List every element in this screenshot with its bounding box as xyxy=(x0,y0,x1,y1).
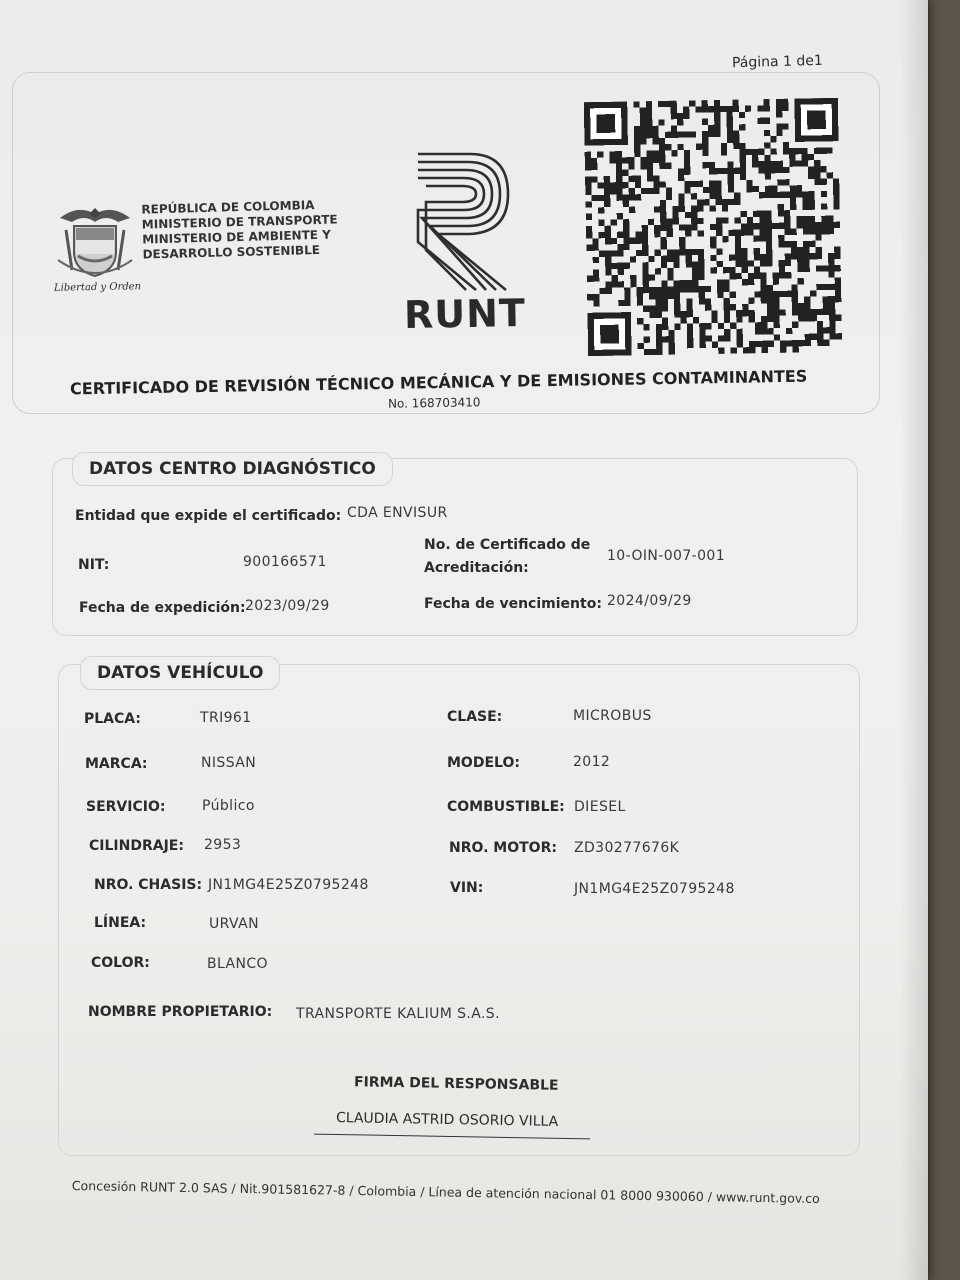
firma-title: FIRMA DEL RESPONSABLE xyxy=(353,1074,559,1094)
vehiculo-section-title: DATOS VEHÍCULO xyxy=(80,656,280,690)
coat-of-arms-icon xyxy=(52,200,138,280)
acreditacion-label-2: Acreditación: xyxy=(424,560,529,576)
paper-edge-shadow xyxy=(900,0,930,1280)
entidad-value: CDA ENVISUR xyxy=(347,505,448,521)
nit-value: 900166571 xyxy=(243,554,327,570)
gov-line: MINISTERIO DE TRANSPORTE xyxy=(141,212,338,232)
acreditacion-label: No. de Certificado de xyxy=(424,537,591,553)
vin-value: JN1MG4E25Z0795248 xyxy=(574,881,735,897)
color-label: COLOR: xyxy=(91,955,150,971)
linea-value: URVAN xyxy=(209,916,259,932)
color-value: BLANCO xyxy=(207,956,268,972)
propietario-label: NOMBRE PROPIETARIO: xyxy=(88,1004,273,1020)
propietario-value: TRANSPORTE KALIUM S.A.S. xyxy=(296,1006,500,1022)
gov-line: REPÚBLICA DE COLOMBIA xyxy=(141,198,315,217)
marca-label: MARCA: xyxy=(85,756,148,772)
servicio-label: SERVICIO: xyxy=(86,799,166,815)
marca-value: NISSAN xyxy=(201,755,257,771)
entidad-label: Entidad que expide el certificado: xyxy=(75,508,342,524)
motto: Libertad y Orden xyxy=(53,281,142,294)
expedicion-label: Fecha de expedición: xyxy=(79,600,246,616)
runt-logo-icon xyxy=(408,146,520,296)
linea-label: LÍNEA: xyxy=(94,915,147,931)
servicio-value: Público xyxy=(202,798,255,814)
motor-label: NRO. MOTOR: xyxy=(449,840,557,856)
pagination: Página 1 de1 xyxy=(731,52,824,72)
cilindraje-value: 2953 xyxy=(204,837,242,853)
placa-label: PLACA: xyxy=(84,711,141,727)
firma-name: CLAUDIA ASTRID OSORIO VILLA xyxy=(335,1110,559,1130)
clase-value: MICROBUS xyxy=(573,708,652,724)
vencimiento-value: 2024/09/29 xyxy=(607,593,692,609)
vin-label: VIN: xyxy=(450,880,484,896)
certificate-title: CERTIFICADO DE REVISIÓN TÉCNICO MECÁNICA Y DE EMISIONES CONTAMINANTES xyxy=(69,366,808,399)
footer-text: Concesión RUNT 2.0 SAS / Nit.901581627-8 / Colombia / Línea de atención nacional 01 8000 930060 / www.runt.gov.co xyxy=(71,1178,820,1207)
centro-section-title: DATOS CENTRO DIAGNÓSTICO xyxy=(72,452,393,486)
placa-value: TRI961 xyxy=(200,710,252,726)
qr-code-icon xyxy=(580,98,846,357)
chasis-value: JN1MG4E25Z0795248 xyxy=(208,877,369,893)
vencimiento-label: Fecha de vencimiento: xyxy=(424,596,602,612)
cilindraje-label: CILINDRAJE: xyxy=(89,838,184,854)
expedicion-value: 2023/09/29 xyxy=(245,598,330,614)
gov-line: DESARROLLO SOSTENIBLE xyxy=(142,242,321,262)
chasis-label: NRO. CHASIS: xyxy=(94,877,203,893)
modelo-label: MODELO: xyxy=(447,755,520,771)
government-names xyxy=(141,197,338,262)
motor-value: ZD30277676K xyxy=(574,840,680,856)
clase-label: CLASE: xyxy=(447,709,503,725)
gov-line: MINISTERIO DE AMBIENTE Y xyxy=(142,227,332,247)
nit-label: NIT: xyxy=(78,557,110,573)
combustible-value: DIESEL xyxy=(574,799,626,815)
modelo-value: 2012 xyxy=(573,754,611,770)
combustible-label: COMBUSTIBLE: xyxy=(447,799,565,815)
certificate-number: No. 168703410 xyxy=(387,395,481,411)
acreditacion-value: 10-OIN-007-001 xyxy=(607,548,726,564)
runt-logo-text: RUNT xyxy=(403,290,527,338)
